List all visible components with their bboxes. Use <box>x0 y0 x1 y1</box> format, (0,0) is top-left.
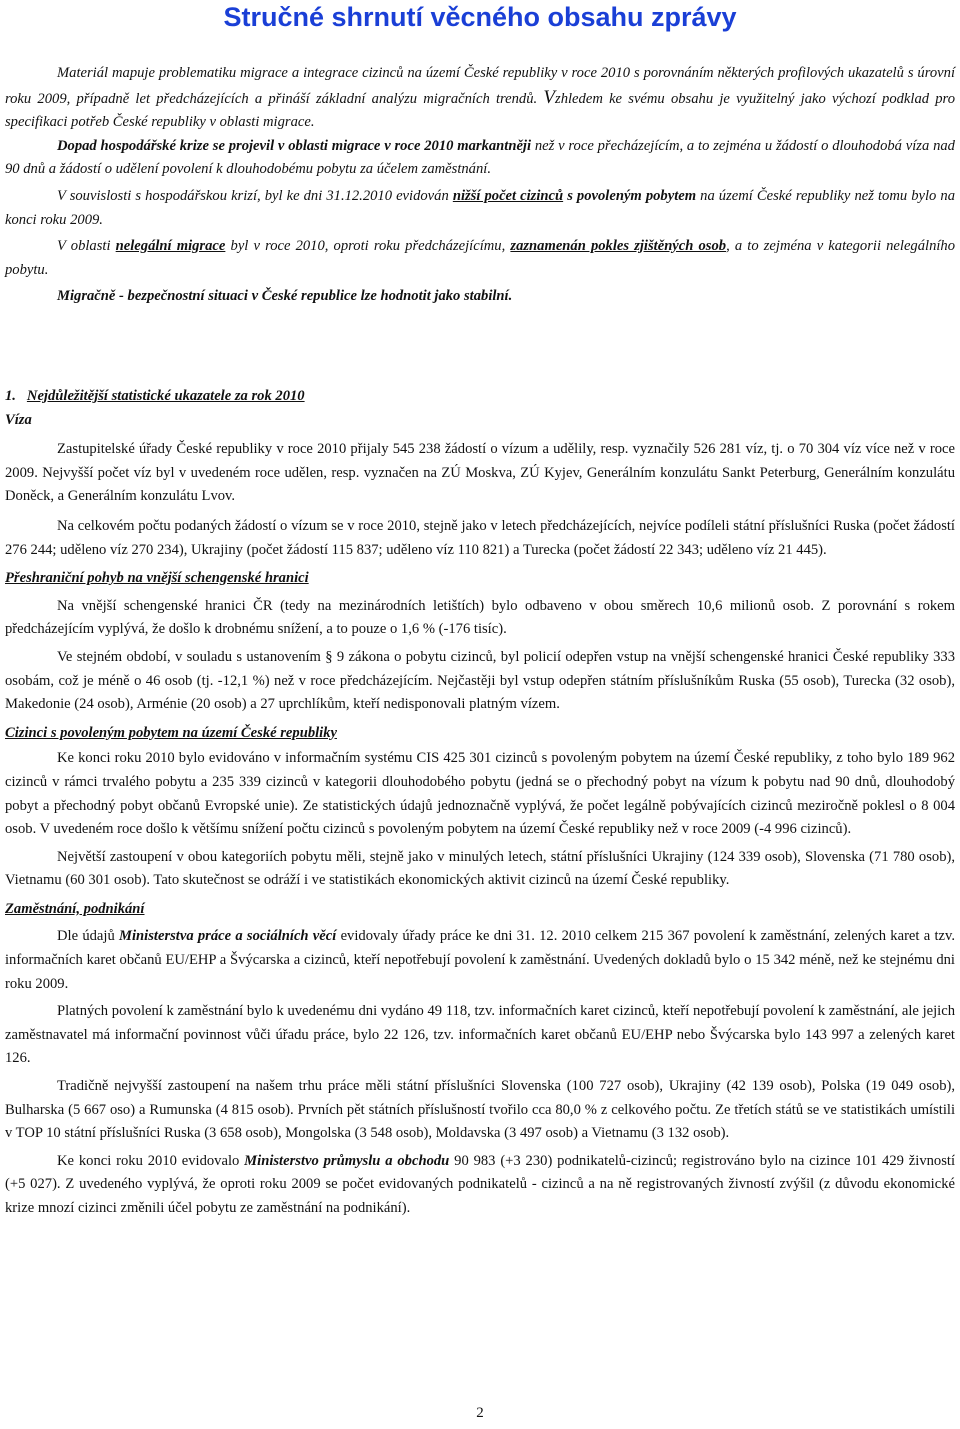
page-title: Stručné shrnutí věcného obsahu zprávy <box>223 2 737 32</box>
visa-paragraph-1: Zastupitelské úřady České republiky v roce 2010 přijaly 545 238 žádostí o vízum a udělily, resp. vyznačily 526 281 víz, tj. o 70 304 víz více než v roce 2009. Nejvyšší počet víz byl v uvedeném roce udělen, resp. vyznačen na ZÚ Moskva, ZÚ Kyjev, Generálním konzulátu Sankt Peterburg, Generálním konzulátu Doněck, a Generálním konzulátu Lvov. <box>5 441 955 505</box>
residence-heading: Cizinci s povoleným pobytem na území České republiky <box>5 724 337 741</box>
visa-heading: Víza <box>5 411 32 428</box>
employment-paragraph-3: Tradičně nejvyšší zastoupení na našem trhu práce měli státní příslušníci Slovenska (100 727 osob), Ukrajiny (42 139 osob), Polska (19 049 osob), Bulharska (5 667 oso) a Rumunska (4 815 osob). Prvních pět státních příslušností tvořilo cca 80,0 % z celkového počtu. Ze třetích států se ve statistikách umístili v TOP 10 státní příslušníci Ruska (3 658 osob), Mongolska (3 548 osob), Moldavska (3 497 osob) a Vietnamu (3 132 osob). <box>5 1078 955 1142</box>
employment-heading: Zaměstnání, podnikání <box>5 900 145 917</box>
summary-paragraph-2: Dopad hospodářské krize se projevil v oblasti migrace v roce 2010 markantněji než v roce přecházejícím, a to zejména u žádostí o dlouhodobá víza nad 90 dnů a žádostí o udělení povolení k dlouhodobému pobytu za účelem zaměstnání. <box>5 137 955 178</box>
employment-paragraph-4: Ke konci roku 2010 evidovalo Ministerstvo průmyslu a obchodu 90 983 (+3 230) podnikatelů-cizinců; registrováno bylo na cizince 101 429 živností (+5 027). Z uvedeného vyplývá, že oproti roku 2009 se počet evidovaných podnikatelů - cizinců a na ně registrovaných živností zvýšil (z důvodu ekonomické krize mnozí cizinci změnili účel pobytu ze zaměstnání na podnikání). <box>5 1152 955 1216</box>
border-paragraph-1: Na vnější schengenské hranici ČR (tedy na mezinárodních letištích) bylo odbaveno v obou směrech 10,6 milionů osob. Z porovnání s rokem předcházejícím vyplývá, že došlo k drobnému snížení, a to pouze o 1,6 % (-176 tisíc). <box>5 597 955 638</box>
summary-paragraph-3: V souvislosti s hospodářskou krizí, byl ke dni 31.12.2010 evidován nižší počet cizinců s povoleným pobytem na území České republiky než tomu bylo na konci roku 2009. <box>5 187 955 228</box>
residence-paragraph-2: Největší zastoupení v obou kategoriích pobytu měli, stejně jako v minulých letech, státní příslušníci Ukrajiny (124 339 osob), Slovenska (71 780 osob), Vietnamu (60 301 osob). Tato skutečnost se odráží i ve statistikách ekonomických aktivit cizinců na území České republiky. <box>5 848 955 889</box>
residence-paragraph-1: Ke konci roku 2010 bylo evidováno v informačním systému CIS 425 301 cizinců s povoleným pobytem na území České republiky, z toho bylo 189 962 cizinců v rámci trvalého pobytu a 235 339 cizinců v kategorii dlouhodobého pobytu (jedná se o přechodný pobyt na vízum k pobytu nad 90 dnů, dlouhodobý pobyt a přechodný pobyt občanů Evropské unie). Ze statistických údajů jednoznačně vyplývá, že počet legálně pobývajících cizinců meziročně poklesl o 8 004 osob. V uvedeném roce došlo k většímu snížení počtu cizinců s povoleným pobytem na území České republiky než v roce 2009 (-4 996 cizinců). <box>5 750 955 838</box>
summary-paragraph-1: Materiál mapuje problematiku migrace a integrace cizinců na území České republiky v roce 2010 s porovnáním některých profilových ukazatelů s úrovní roku 2009, případně let předcházejících a přináší základní analýzu migračních trendů. Vzhledem ke svému obsahu je využitelný jako výchozí podklad pro specifikaci potřeb České republiky v oblasti migrace. <box>5 65 955 131</box>
page-number: 2 <box>476 1405 484 1421</box>
summary-conclusion: Migračně - bezpečnostní situaci v České republice lze hodnotit jako stabilní. <box>57 288 513 305</box>
visa-paragraph-2: Na celkovém počtu podaných žádostí o vízum se v roce 2010, stejně jako v letech předcházejících, nejvíce podíleli státní příslušníci Ruska (počet žádostí 276 244; uděleno víz 270 234), Ukrajiny (počet žádostí 115 837; uděleno víz 110 821) a Turecka (počet žádostí 22 343; uděleno víz 21 445). <box>5 517 955 558</box>
summary-section <box>5 62 955 309</box>
employment-paragraph-2: Platných povolení k zaměstnání bylo k uvedenému dni vydáno 49 118, tzv. informačních karet cizinců, kteří nepotřebují povolení k zaměstnání, ale jejich zaměstnavatel má informační povinnost vůči úřadu práce, bylo 22 126, tzv. informačních karet občanů EU/EHP nebo Švýcarska bylo 143 997 a zelených karet 126. <box>5 1003 955 1067</box>
employment-paragraph-1: Dle údajů Ministerstva práce a sociálních věcí evidovaly úřady práce ke dni 31. 12. 2010 celkem 215 367 povolení k zaměstnání, zelených karet a tzv. informačních karet občanů EU/EHP a Švýcarska a cizinců, kteří nepotřebují povolení k zaměstnání. Uvedených dokladů bylo o 15 342 méně, než ke stejnému dni roku 2009. <box>5 928 955 992</box>
summary-paragraph-4: V oblasti nelegální migrace byl v roce 2010, oproti roku předcházejícímu, zaznamenán pokles zjištěných osob, a to zejména v kategorii nelegálního pobytu. <box>5 238 956 278</box>
border-heading: Přeshraniční pohyb na vnější schengenské hranici <box>5 570 309 587</box>
section-heading: 1. Nejdůležitější statistické ukazatele za rok 2010 <box>5 388 305 404</box>
border-paragraph-2: Ve stejném období, v souladu s ustanovením § 9 zákona o pobytu cizinců, byl policií odepřen vstup na vnější schengenské hranici České republiky 333 osobám, což je méně o 46 osob (tj. -12,1 %) než v roce předcházejícím. Nejčastěji byl vstup odepřen státním příslušníkům Ruska (55 osob), Turecka (32 osob), Makedonie (24 osob), Arménie (20 osob) a 27 uprchlíkům, kteří nedisponovali platným vízem. <box>5 648 955 713</box>
statistics-section <box>5 385 955 1221</box>
